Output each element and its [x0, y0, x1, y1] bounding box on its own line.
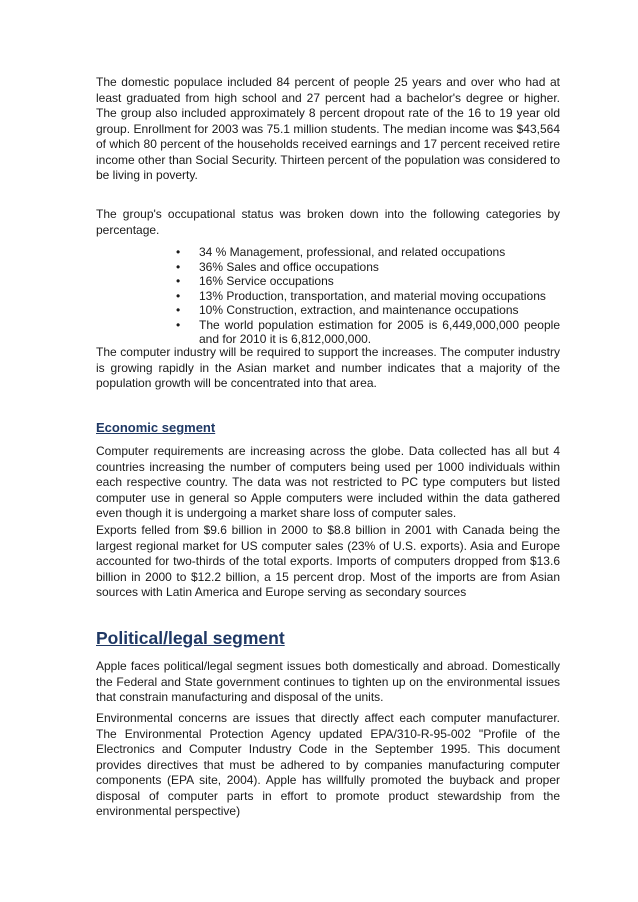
bullet-icon: •: [176, 259, 181, 274]
list-item: • 10% Construction, extraction, and maintenance occupations: [176, 303, 519, 317]
list-item: • 13% Production, transportation, and material moving occupations: [176, 288, 546, 303]
paragraph-demographics: The domestic populace included 84 percent of people 25 years and over who had at least graduated from high school and 27 percent had a bachelor's degree or higher. The group also included approximately 8 percent dropout rate of the 16 to 19 year old group. Enrollment for 2003 was 75.1 million students. The median income was $43,564 of which 80 percent of the households received earnings and 17 percent received retire income other than Social Security. Thirteen percent of the population was considered to be living in poverty.: [96, 75, 560, 182]
paragraph-exports: Exports felled from $9.6 billion in 2000 to $8.8 billion in 2001 with Canada being the largest regional market for US computer sales (23% of U.S. exports). Asia and Europe accounted for two-thirds of the total exports. Imports of computers dropped from $13.6 billion in 2000 to $12.2 billion, a 15 percent drop. Most of the imports are from Asian sources with Latin America and Europe serving as secondary sources: [96, 523, 560, 599]
heading-economic-segment: Economic segment: [96, 420, 216, 435]
occupation-list: [176, 245, 560, 347]
bullet-icon: •: [176, 245, 181, 259]
list-item: • 36% Sales and office occupations: [176, 259, 379, 274]
paragraph-computer-requirements: Computer requirements are increasing across the globe. Data collected has all but 4 countries increasing the number of computers being used per 1000 individuals within each respective country. The data was not restricted to PC type computers but listed computer use in general so Apple computers were included within the data gathered even though it is undergoing a market share loss of computer sales.: [96, 444, 560, 520]
bullet-icon: •: [176, 317, 181, 332]
bullet-icon: •: [176, 303, 181, 317]
paragraph-industry-growth: The computer industry will be required to support the increases. The computer industry is growing rapidly in the Asian market and number indicates that a majority of the population growth will be concentrated into that area.: [96, 345, 560, 390]
list-item: • 16% Service occupations: [176, 274, 334, 288]
bullet-icon: •: [176, 288, 181, 303]
paragraph-political-issues: Apple faces political/legal segment issues both domestically and abroad. Domestically the Federal and State government continues to tighten up on the environmental issues that constrain manufacturing and disposal of the units.: [96, 659, 560, 704]
paragraph-occupational-intro: The group's occupational status was broken down into the following categories by percentage.: [96, 207, 560, 237]
bullet-icon: •: [176, 274, 181, 288]
heading-political-legal-segment: Political/legal segment: [96, 628, 285, 648]
paragraph-environmental: Environmental concerns are issues that directly affect each computer manufacturer. The Environmental Protection Agency updated EPA/310-R-95-002 "Profile of the Electronics and Computer Industry Code in the September 1995. This document provides directives that must be adhered to by companies manufacturing computer components (EPA site, 2004). Apple has willfully promoted the buyback and proper disposal of computer parts in effort to promote product stewardship from the environmental perspective): [96, 711, 560, 818]
list-item: • 34 % Management, professional, and related occupations: [176, 245, 506, 259]
list-item: • The world population estimation for 2005 is 6,449,000,000 people and for 2010 it is 6,812,000,000.: [176, 317, 560, 346]
